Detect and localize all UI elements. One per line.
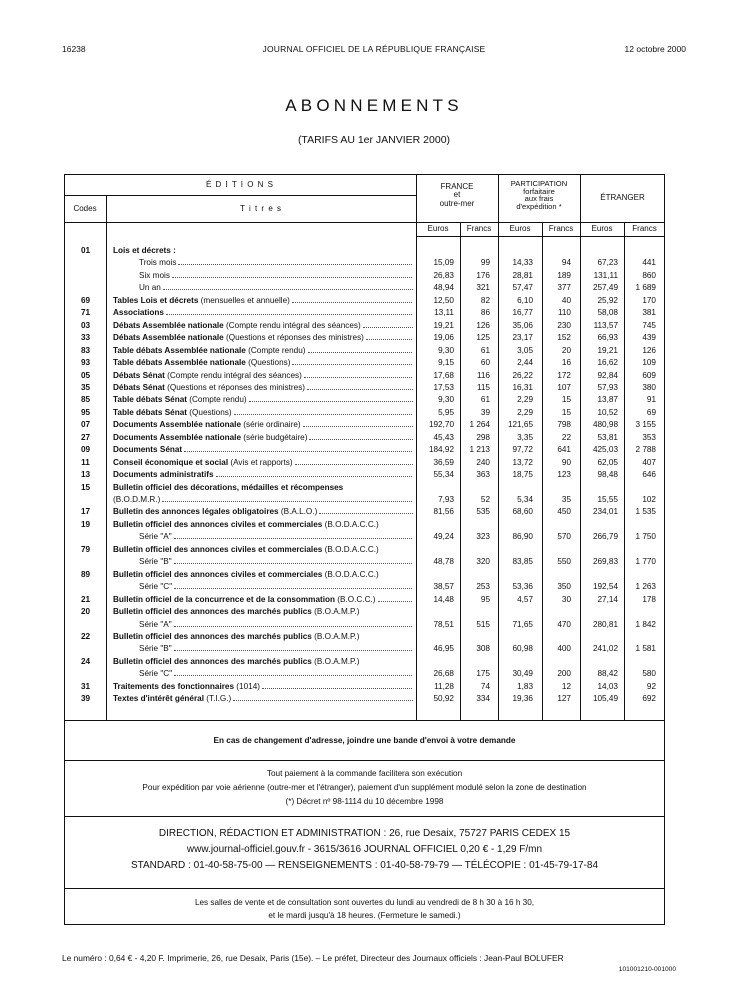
row-value: 2 788: [635, 445, 656, 455]
row-value: 62,05: [597, 457, 618, 467]
row-value: 67,23: [597, 258, 618, 268]
row-title: Série "C": [113, 669, 413, 678]
row-title: Table débats Sénat (Questions): [113, 408, 413, 417]
issue-date: 12 octobre 2000: [624, 44, 686, 54]
row-value: 323: [476, 532, 490, 542]
row-value: 22: [561, 432, 571, 442]
row-value: 81,56: [433, 507, 454, 517]
row-code: 19: [80, 519, 91, 529]
footer-line: Le numéro : 0,64 € - 4,20 F. Imprimerie, 26, rue Desaix, Paris (15e). – Le préfet, Directeur des Journaux officiels : Jean-Paul BOLUFER: [62, 953, 564, 963]
row-value: 334: [476, 694, 490, 704]
row-title: Six mois: [113, 271, 413, 280]
row-value: 12: [561, 681, 571, 691]
row-value: 381: [642, 308, 656, 318]
row-code: 89: [80, 569, 91, 579]
row-value: 19,36: [512, 694, 533, 704]
row-code: 33: [80, 333, 91, 343]
row-title: Débats Assemblée nationale (Compte rendu intégral des séances): [113, 321, 413, 330]
row-value: 1 263: [635, 582, 656, 592]
row-value: 3,05: [517, 345, 533, 355]
row-value: 19,21: [597, 345, 618, 355]
row-value: 78,51: [433, 619, 454, 629]
address-change-notice: En cas de changement d'adresse, joindre une bande d'envoi à votre demande: [213, 736, 516, 745]
row-value: 350: [557, 582, 571, 592]
row-value: 3 155: [635, 420, 656, 430]
row-value: 1 213: [469, 445, 490, 455]
row-value: 57,93: [597, 382, 618, 392]
row-title: Documents Sénat: [113, 445, 413, 454]
row-value: 11,28: [434, 681, 454, 691]
row-value: 692: [642, 694, 656, 704]
payment-notice: Tout paiement à la commande facilitera son exécution: [266, 769, 463, 778]
row-code: 69: [80, 295, 91, 305]
row-value: 515: [476, 619, 490, 629]
row-value: 38,57: [433, 582, 454, 592]
row-value: 407: [642, 457, 656, 467]
row-code: 13: [80, 470, 91, 480]
row-value: 641: [557, 445, 571, 455]
row-value: 115: [476, 382, 490, 392]
row-value: 1 750: [635, 532, 656, 542]
row-value: 82: [480, 295, 490, 305]
row-value: 102: [642, 495, 656, 504]
row-value: 480,98: [592, 420, 618, 430]
row-value: 550: [557, 557, 571, 567]
row-value: 16,77: [512, 308, 533, 318]
row-value: 184,92: [428, 445, 454, 455]
row-value: 16: [561, 358, 571, 368]
row-title: Série "C": [113, 582, 413, 591]
row-title: Débats Sénat (Compte rendu intégral des séances): [113, 371, 413, 380]
air-shipping-notice: Pour expédition par voie aérienne (outre-mer et l'étranger), paiement d'un supplément modulé selon la zone de destination: [142, 783, 587, 792]
row-title: Trois mois: [113, 258, 413, 267]
row-value: 30: [561, 594, 571, 604]
row-title: Table débats Assemblée nationale (Compte rendu): [113, 346, 413, 355]
row-title: Bulletin officiel des annonces des marchés publics (B.O.A.M.P.): [113, 656, 360, 666]
row-title: Table débats Sénat (Compte rendu): [113, 395, 413, 404]
row-title: Conseil économique et social (Avis et rapports): [113, 458, 413, 467]
row-value: 2,44: [517, 358, 533, 368]
opening-hours-1: Les salles de vente et de consultation sont ouvertes du lundi au vendredi de 8 h 30 à 16 h 30,: [194, 898, 535, 907]
row-value: 200: [557, 669, 571, 679]
row-code: 05: [80, 370, 91, 380]
row-value: 57,47: [512, 283, 533, 293]
row-value: 58,08: [597, 308, 618, 318]
row-value: 121,65: [507, 420, 533, 430]
row-value: 9,15: [438, 358, 454, 368]
row-value: 36,59: [433, 457, 454, 467]
row-code: 03: [80, 320, 91, 330]
row-value: 178: [642, 594, 656, 604]
row-value: 257,49: [592, 283, 618, 293]
row-value: 1,83: [517, 681, 533, 691]
row-value: 105,49: [592, 694, 618, 704]
row-code: 79: [80, 544, 91, 554]
row-value: 152: [557, 333, 571, 343]
row-value: 280,81: [592, 619, 618, 629]
euros-header: Euros: [509, 224, 531, 233]
row-value: 230: [557, 320, 571, 330]
row-code: 35: [80, 382, 91, 392]
row-value: 377: [557, 283, 571, 293]
row-value: 19,06: [433, 333, 454, 343]
row-value: 50,92: [433, 694, 454, 704]
row-value: 14,33: [512, 258, 533, 268]
row-value: 49,24: [433, 532, 454, 542]
row-value: 94: [561, 258, 571, 268]
row-value: 91: [646, 395, 656, 405]
row-value: 798: [557, 420, 571, 430]
row-value: 83,85: [512, 557, 533, 567]
row-value: 13,87: [597, 395, 618, 405]
row-value: 425,03: [592, 445, 618, 455]
journal-title: JOURNAL OFFICIEL DE LA RÉPUBLIQUE FRANÇAISE: [262, 44, 486, 54]
row-value: 1 689: [635, 283, 656, 293]
page-number: 16238: [62, 44, 86, 54]
row-value: 9,30: [438, 395, 454, 405]
direction-address: DIRECTION, RÉDACTION ET ADMINISTRATION : 26, rue Desaix, 75727 PARIS CEDEX 15: [158, 828, 571, 839]
row-value: 126: [642, 345, 656, 355]
row-value: 27,14: [597, 594, 618, 604]
row-code: 11: [81, 457, 90, 467]
row-value: 26,83: [433, 270, 454, 280]
row-value: 109: [642, 358, 656, 368]
editions-header: É D I T I O N S: [205, 180, 275, 189]
row-code: 39: [80, 694, 91, 704]
row-title: Débats Sénat (Questions et réponses des ministres): [113, 383, 413, 392]
row-value: 48,78: [433, 557, 454, 567]
row-value: 450: [557, 507, 571, 517]
row-value: 6,10: [517, 295, 533, 305]
row-value: 18,75: [512, 470, 533, 480]
row-value: 116: [476, 370, 490, 380]
row-code: 20: [80, 607, 91, 617]
row-title: Documents Assemblée nationale (série ordinaire): [113, 420, 413, 429]
row-value: 69: [646, 407, 656, 417]
codes-header: Codes: [73, 204, 97, 213]
row-value: 1 535: [635, 507, 656, 517]
row-value: 14,48: [433, 594, 454, 604]
row-value: 308: [476, 644, 490, 654]
page-title: ABONNEMENTS: [285, 96, 463, 115]
row-value: 35: [561, 495, 571, 504]
row-title: Un an: [113, 283, 413, 292]
row-code: 31: [80, 681, 91, 691]
row-value: 14,03: [597, 681, 618, 691]
row-title: Bulletin officiel des annonces civiles et commerciales (B.O.D.A.C.C.): [113, 569, 379, 579]
row-title: Bulletin officiel des annonces des marchés publics (B.O.A.M.P.): [113, 607, 360, 617]
row-title: Textes d'intérêt général (T.I.G.): [113, 694, 413, 703]
row-value: 92: [646, 681, 656, 691]
row-value: 125: [476, 333, 490, 343]
row-value: 1 842: [635, 619, 656, 629]
row-value: 131,11: [593, 270, 618, 280]
titres-header: T i t r e s: [240, 204, 282, 213]
row-title: Traitements des fonctionnaires (1014): [113, 682, 413, 691]
row-value: 126: [476, 320, 490, 330]
row-value: 1 770: [635, 557, 656, 567]
row-value: 53,81: [597, 432, 618, 442]
row-value: 13,72: [512, 457, 533, 467]
row-title: Table débats Assemblée nationale (Questions): [113, 358, 413, 367]
row-title: Bulletin officiel de la concurrence et de la consommation (B.O.C.C.): [113, 595, 413, 604]
row-value: 48,94: [433, 283, 454, 293]
row-value: 17,68: [433, 370, 454, 380]
row-value: 745: [642, 320, 656, 330]
row-value: 7,93: [438, 495, 454, 504]
row-title: Débats Assemblée nationale (Questions et réponses des ministres): [113, 333, 413, 342]
row-code: 22: [80, 631, 91, 641]
row-value: 23,17: [512, 333, 533, 343]
row-value: 176: [476, 270, 490, 280]
row-value: 88,42: [597, 669, 618, 679]
row-title: Bulletin officiel des annonces civiles et commerciales (B.O.D.A.C.C.): [113, 544, 379, 554]
row-code: 15: [80, 482, 91, 492]
row-title: Lois et décrets :: [113, 246, 176, 255]
row-value: 110: [557, 308, 571, 318]
row-value: 241,02: [592, 644, 618, 654]
row-value: 4,57: [517, 594, 533, 604]
row-value: 127: [557, 694, 571, 704]
row-code: 85: [80, 395, 91, 405]
row-title: Série "A": [113, 532, 413, 541]
etranger-header: ÉTRANGER: [600, 193, 645, 202]
row-value: 353: [642, 432, 656, 442]
row-code: 07: [80, 420, 91, 430]
row-value: 380: [642, 382, 656, 392]
row-title: Associations: [113, 308, 413, 317]
row-value: 10,52: [597, 407, 618, 417]
row-value: 580: [642, 669, 656, 679]
row-value: 609: [642, 370, 656, 380]
row-title: Bulletin des annonces légales obligatoires (B.A.L.O.): [113, 507, 413, 516]
row-value: 253: [476, 582, 490, 592]
row-value: 17,53: [433, 382, 454, 392]
row-title: Tables Lois et décrets (mensuelles et annuelle): [113, 296, 413, 305]
row-value: 98,48: [597, 470, 618, 480]
row-title: Série "A": [113, 620, 413, 629]
row-value: 269,83: [592, 557, 618, 567]
row-value: 28,81: [512, 270, 533, 280]
participation-header: PARTICIPATION forfaitaire aux frais d'expédition *: [510, 179, 568, 211]
row-value: 123: [557, 470, 571, 480]
row-value: 5,95: [438, 407, 454, 417]
row-code: 24: [80, 656, 91, 666]
row-value: 234,01: [592, 507, 618, 517]
row-code: 95: [80, 407, 91, 417]
francs-header: Francs: [548, 224, 574, 233]
row-value: 320: [476, 557, 490, 567]
row-value: 86,90: [512, 532, 533, 542]
row-value: 95: [480, 594, 490, 604]
row-code: 01: [80, 246, 91, 255]
row-value: 363: [476, 470, 490, 480]
footer-reference: 101001210-001000: [618, 966, 676, 973]
row-value: 61: [480, 395, 490, 405]
row-value: 25,92: [597, 295, 618, 305]
row-value: 113,57: [593, 320, 618, 330]
euros-header: Euros: [591, 224, 613, 233]
row-value: 40: [561, 295, 571, 305]
row-title: Série "B": [113, 644, 413, 653]
row-value: 192,54: [592, 582, 618, 592]
row-title: (B.O.D.M.R.): [113, 495, 413, 504]
row-value: 46,95: [433, 644, 454, 654]
row-value: 2,29: [517, 407, 533, 417]
phone-numbers: STANDARD : 01-40-58-75-00 — RENSEIGNEMENTS : 01-40-58-79-79 — TÉLÉCOPIE : 01-45-79-17-84: [130, 860, 599, 871]
row-value: 35,06: [512, 320, 533, 330]
row-value: 16,31: [512, 382, 533, 392]
row-value: 60,98: [512, 644, 533, 654]
row-value: 60: [480, 358, 490, 368]
row-value: 13,11: [434, 308, 454, 318]
row-title: Bulletin officiel des annonces civiles et commerciales (B.O.D.A.C.C.): [113, 519, 379, 529]
row-value: 535: [476, 507, 490, 517]
row-value: 15: [561, 407, 571, 417]
row-code: 71: [80, 308, 91, 318]
row-value: 321: [476, 283, 490, 293]
row-title: Bulletin officiel des décorations, médailles et récompenses: [113, 482, 344, 492]
row-value: 1 264: [469, 420, 490, 430]
row-value: 97,72: [512, 445, 533, 455]
opening-hours-2: et le mardi jusqu'à 18 heures. (Fermeture le samedi.): [268, 911, 461, 920]
row-code: 21: [80, 594, 91, 604]
page-header: [62, 44, 686, 56]
row-value: 39: [480, 407, 490, 417]
row-value: 1 581: [635, 644, 656, 654]
row-value: 9,30: [438, 345, 454, 355]
row-value: 189: [557, 270, 571, 280]
row-value: 66,93: [597, 333, 618, 343]
row-value: 52: [480, 495, 490, 504]
row-value: 2,29: [517, 395, 533, 405]
row-code: 83: [80, 345, 91, 355]
row-value: 15: [561, 395, 571, 405]
row-value: 170: [642, 295, 656, 305]
francs-header: Francs: [632, 224, 657, 233]
row-value: 107: [557, 382, 571, 392]
row-value: 90: [561, 457, 571, 467]
row-value: 298: [476, 432, 490, 442]
row-value: 441: [642, 258, 656, 268]
row-value: 266,79: [592, 532, 618, 542]
row-value: 439: [642, 333, 656, 343]
row-title: Bulletin officiel des annonces des marchés publics (B.O.A.M.P.): [113, 631, 360, 641]
row-title: Documents Assemblée nationale (série budgétaire): [113, 433, 413, 442]
row-value: 71,65: [512, 619, 533, 629]
france-header: FRANCE et outre-mer: [439, 182, 475, 208]
row-code: 93: [80, 358, 91, 368]
row-value: 30,49: [512, 669, 533, 679]
row-value: 55,34: [433, 470, 454, 480]
row-value: 92,84: [597, 370, 618, 380]
row-value: 26,68: [433, 669, 454, 679]
euros-header: Euros: [427, 224, 449, 233]
row-value: 61: [480, 345, 490, 355]
row-value: 192,70: [428, 420, 454, 430]
row-value: 68,60: [512, 507, 533, 517]
row-value: 175: [476, 669, 490, 679]
page-subtitle: (TARIFS AU 1er JANVIER 2000): [297, 134, 451, 146]
row-value: 26,22: [512, 370, 533, 380]
row-value: 86: [480, 308, 490, 318]
decree-notice: (*) Décret nº 98-1114 du 10 décembre 1998: [285, 797, 444, 806]
row-value: 470: [557, 619, 571, 629]
row-value: 15,55: [597, 495, 618, 504]
row-title: Série "B": [113, 557, 413, 566]
row-value: 19,21: [433, 320, 454, 330]
row-value: 12,50: [433, 295, 454, 305]
row-value: 45,43: [433, 432, 454, 442]
row-value: 74: [480, 681, 490, 691]
francs-header: Francs: [466, 224, 492, 233]
row-code: 17: [80, 507, 91, 517]
row-value: 15,09: [433, 258, 454, 268]
row-value: 53,36: [512, 582, 533, 592]
row-value: 570: [557, 532, 571, 542]
row-value: 860: [642, 270, 656, 280]
row-value: 16,62: [597, 358, 618, 368]
row-title: Documents administratifs: [113, 470, 413, 479]
row-value: 3,35: [517, 432, 533, 442]
row-value: 5,34: [517, 495, 533, 504]
website-line: www.journal-officiel.gouv.fr - 3615/3616 JOURNAL OFFICIEL 0,20 € - 1,29 F/mn: [186, 844, 543, 855]
row-code: 09: [80, 445, 91, 455]
row-value: 646: [642, 470, 656, 480]
row-value: 240: [476, 457, 490, 467]
row-value: 20: [561, 345, 571, 355]
row-value: 172: [557, 370, 571, 380]
row-value: 99: [480, 258, 490, 268]
row-code: 27: [80, 432, 91, 442]
row-value: 400: [557, 644, 571, 654]
